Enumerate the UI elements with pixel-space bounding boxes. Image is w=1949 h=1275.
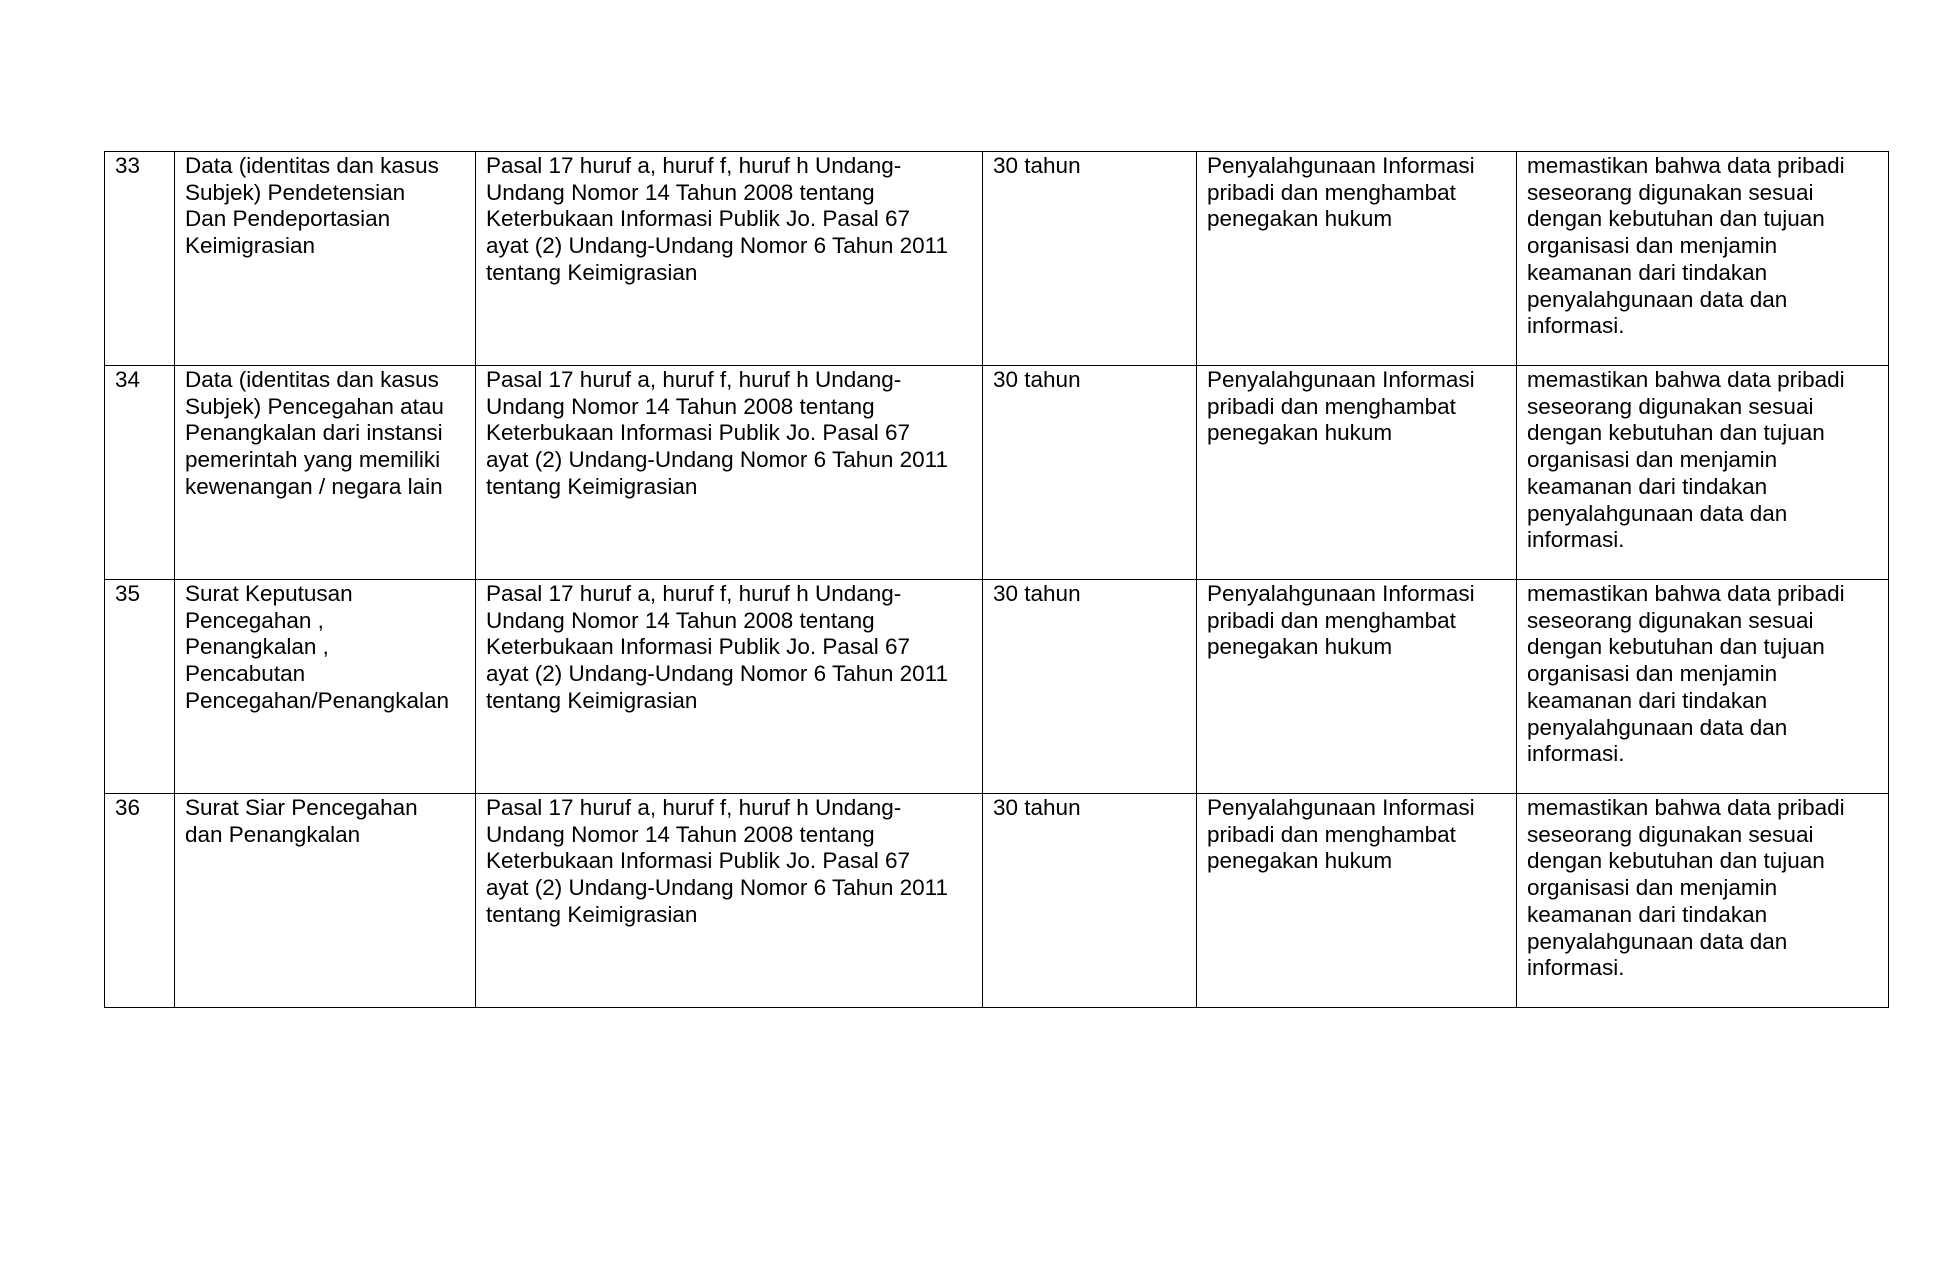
retention-period-cell: 30 tahun <box>983 366 1197 580</box>
row-number: 35 <box>105 580 175 794</box>
row-number: 36 <box>105 794 175 1008</box>
retention-period-cell: 30 tahun <box>983 580 1197 794</box>
information-name-cell: Data (identitas dan kasus Subjek) Pencegahan atau Penangkalan dari instansi pemerintah yang memiliki kewenangan / negara lain <box>175 366 476 580</box>
table-row <box>105 152 1889 366</box>
information-name-cell: Surat Siar Pencegahan dan Penangkalan <box>175 794 476 1008</box>
legal-basis-cell: Pasal 17 huruf a, huruf f, huruf h Undang- Undang Nomor 14 Tahun 2008 tentang Keterbukaan Informasi Publik Jo. Pasal 67 ayat (2) Undang-Undang Nomor 6 Tahun 2011 tentang Keimigrasian <box>476 794 983 1008</box>
retention-period-cell: 30 tahun <box>983 794 1197 1008</box>
legal-basis-cell: Pasal 17 huruf a, huruf f, huruf h Undang- Undang Nomor 14 Tahun 2008 tentang Keterbukaan Informasi Publik Jo. Pasal 67 ayat (2) Undang-Undang Nomor 6 Tahun 2011 tentang Keimigrasian <box>476 580 983 794</box>
row-number: 33 <box>105 152 175 366</box>
information-name-cell: Surat Keputusan Pencegahan , Penangkalan , Pencabutan Pencegahan/Penangkalan <box>175 580 476 794</box>
consequence-cell: Penyalahgunaan Informasi pribadi dan menghambat penegakan hukum <box>1197 366 1517 580</box>
consequence-cell: Penyalahgunaan Informasi pribadi dan menghambat penegakan hukum <box>1197 152 1517 366</box>
consequence-cell: Penyalahgunaan Informasi pribadi dan menghambat penegakan hukum <box>1197 580 1517 794</box>
table-row <box>105 366 1889 580</box>
reason-cell: memastikan bahwa data pribadi seseorang digunakan sesuai dengan kebutuhan dan tujuan organisasi dan menjamin keamanan dari tindakan penyalahgunaan data dan informasi. <box>1517 794 1889 1008</box>
legal-basis-cell: Pasal 17 huruf a, huruf f, huruf h Undang- Undang Nomor 14 Tahun 2008 tentang Keterbukaan Informasi Publik Jo. Pasal 67 ayat (2) Undang-Undang Nomor 6 Tahun 2011 tentang Keimigrasian <box>476 152 983 366</box>
reason-cell: memastikan bahwa data pribadi seseorang digunakan sesuai dengan kebutuhan dan tujuan organisasi dan menjamin keamanan dari tindakan penyalahgunaan data dan informasi. <box>1517 580 1889 794</box>
reason-cell: memastikan bahwa data pribadi seseorang digunakan sesuai dengan kebutuhan dan tujuan organisasi dan menjamin keamanan dari tindakan penyalahgunaan data dan informasi. <box>1517 366 1889 580</box>
legal-basis-cell: Pasal 17 huruf a, huruf f, huruf h Undang- Undang Nomor 14 Tahun 2008 tentang Keterbukaan Informasi Publik Jo. Pasal 67 ayat (2) Undang-Undang Nomor 6 Tahun 2011 tentang Keimigrasian <box>476 366 983 580</box>
table-row <box>105 580 1889 794</box>
information-exception-table <box>104 151 1889 1008</box>
table-row <box>105 794 1889 1008</box>
retention-period-cell: 30 tahun <box>983 152 1197 366</box>
information-name-cell: Data (identitas dan kasus Subjek) Pendetensian Dan Pendeportasian Keimigrasian <box>175 152 476 366</box>
reason-cell: memastikan bahwa data pribadi seseorang digunakan sesuai dengan kebutuhan dan tujuan organisasi dan menjamin keamanan dari tindakan penyalahgunaan data dan informasi. <box>1517 152 1889 366</box>
consequence-cell: Penyalahgunaan Informasi pribadi dan menghambat penegakan hukum <box>1197 794 1517 1008</box>
row-number: 34 <box>105 366 175 580</box>
